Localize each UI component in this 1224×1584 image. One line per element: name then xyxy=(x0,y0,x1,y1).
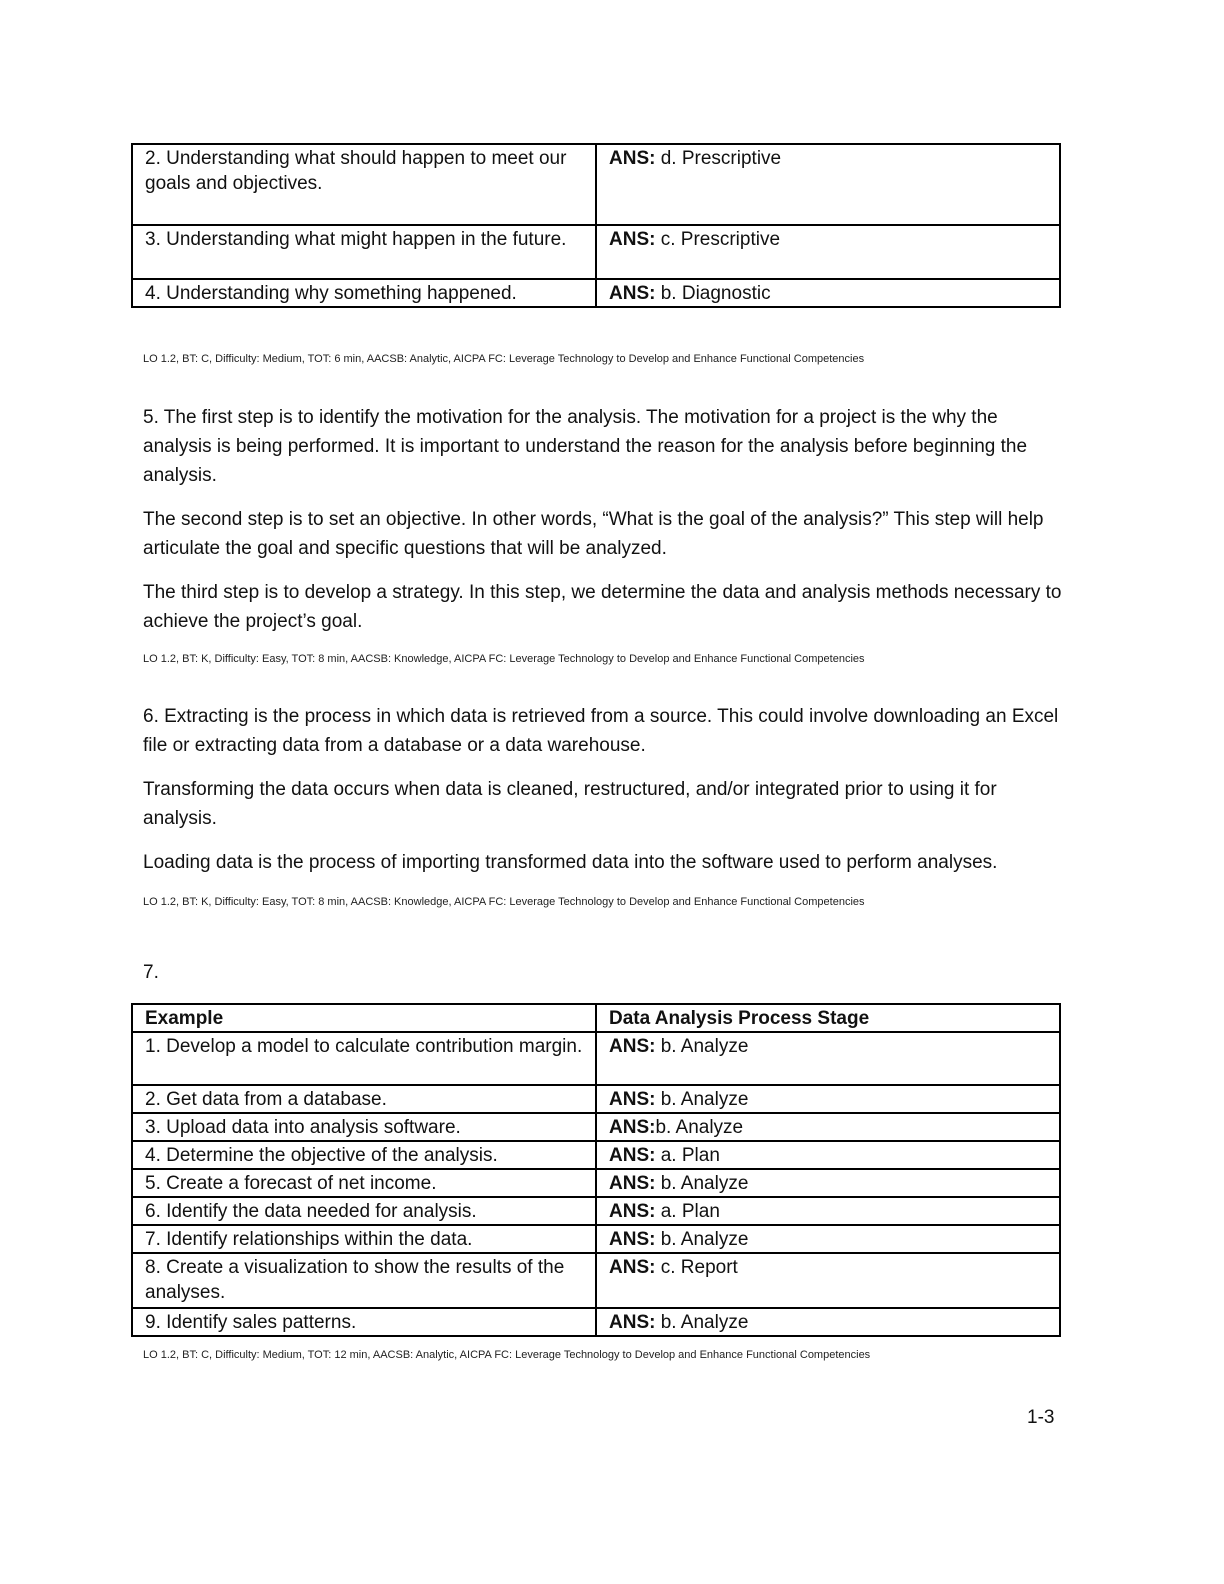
ans-label: ANS: xyxy=(609,1089,656,1110)
stage-cell xyxy=(596,1308,1060,1336)
answer-text: b. Analyze xyxy=(655,1173,749,1194)
ans-label: ANS: xyxy=(609,1145,656,1166)
example-cell: 7. Identify relationships within the data. xyxy=(132,1225,596,1253)
stage-cell xyxy=(596,1141,1060,1169)
table-row xyxy=(132,1032,1060,1085)
table-row xyxy=(132,225,1060,279)
answer-text: a. Plan xyxy=(655,1145,720,1166)
q6-paragraph-2: Transforming the data occurs when data is cleaned, restructured, and/or integrated prior to using it for analysis. xyxy=(143,779,997,829)
question-cell: 2. Understanding what should happen to meet our goals and objectives. xyxy=(132,144,596,225)
ans-label: ANS: xyxy=(609,1257,656,1278)
q5-paragraph-1: 5. The first step is to identify the motivation for the analysis. The motivation for a project is the why the analysis is being performed. It is important to understand the reason for the analysis before beginning the analysis. xyxy=(143,407,1028,486)
answer-text: b. Analyze xyxy=(655,1117,744,1138)
answer-cell xyxy=(596,225,1060,279)
ans-label: ANS: xyxy=(609,1117,656,1138)
answer-text: c. Report xyxy=(655,1257,738,1278)
stage-cell xyxy=(596,1085,1060,1113)
example-cell: 3. Upload data into analysis software. xyxy=(132,1113,596,1141)
table-row xyxy=(132,1113,1060,1141)
ans-label: ANS: xyxy=(609,1312,656,1333)
q6-paragraph-1: 6. Extracting is the process in which data is retrieved from a source. This could involve downloading an Excel file or extracting data from a database or a data warehouse. xyxy=(143,706,1059,756)
answer-text: b. Analyze xyxy=(655,1312,749,1333)
example-cell: 1. Develop a model to calculate contribution margin. xyxy=(132,1032,596,1085)
page-number: 1-3 xyxy=(1027,1407,1055,1428)
answer-cell xyxy=(596,144,1060,225)
ans-label: ANS: xyxy=(609,283,656,304)
answer-text: b. Diagnostic xyxy=(655,283,771,304)
question-cell: 4. Understanding why something happened. xyxy=(132,279,596,307)
example-cell: 9. Identify sales patterns. xyxy=(132,1308,596,1336)
answer-table-1 xyxy=(131,143,1061,308)
answer-text: d. Prescriptive xyxy=(655,148,782,169)
stage-cell xyxy=(596,1197,1060,1225)
metadata-line-1: LO 1.2, BT: C, Difficulty: Medium, TOT: 6 min, AACSB: Analytic, AICPA FC: Leverage Technology to Develop and Enhance Functional Competencies xyxy=(143,353,865,365)
q5-paragraph-3: The third step is to develop a strategy. In this step, we determine the data and analysis methods necessary to achieve the project’s goal. xyxy=(143,582,1062,632)
table-row xyxy=(132,1308,1060,1336)
stage-cell xyxy=(596,1225,1060,1253)
table-row xyxy=(132,144,1060,225)
q6-paragraph-3: Loading data is the process of importing transformed data into the software used to perform analyses. xyxy=(143,852,998,873)
q5-paragraph-2: The second step is to set an objective. In other words, “What is the goal of the analysis?” This step will help articulate the goal and specific questions that will be analyzed. xyxy=(143,509,1044,559)
answer-text: b. Analyze xyxy=(655,1089,749,1110)
metadata-line-3: LO 1.2, BT: K, Difficulty: Easy, TOT: 8 min, AACSB: Knowledge, AICPA FC: Leverage Technology to Develop and Enhance Functional Competencies xyxy=(143,896,865,908)
answer-text: b. Analyze xyxy=(655,1036,749,1057)
stage-cell xyxy=(596,1253,1060,1308)
stage-cell xyxy=(596,1169,1060,1197)
table-row xyxy=(132,279,1060,307)
table-row xyxy=(132,1197,1060,1225)
stage-cell xyxy=(596,1113,1060,1141)
ans-label: ANS: xyxy=(609,1173,656,1194)
table-row xyxy=(132,1169,1060,1197)
example-cell: 2. Get data from a database. xyxy=(132,1085,596,1113)
ans-label: ANS: xyxy=(609,1036,656,1057)
answer-text: c. Prescriptive xyxy=(655,229,781,250)
answer-text: a. Plan xyxy=(655,1201,720,1222)
table-row xyxy=(132,1225,1060,1253)
example-cell: 5. Create a forecast of net income. xyxy=(132,1169,596,1197)
column-header-example: Example xyxy=(132,1004,596,1032)
table-row xyxy=(132,1141,1060,1169)
ans-label: ANS: xyxy=(609,229,656,250)
question-cell: 3. Understanding what might happen in the future. xyxy=(132,225,596,279)
process-stage-table xyxy=(131,1003,1061,1337)
metadata-line-4: LO 1.2, BT: C, Difficulty: Medium, TOT: 12 min, AACSB: Analytic, AICPA FC: Leverage Technology to Develop and Enhance Functional Competencies xyxy=(143,1349,871,1361)
table-header-row xyxy=(132,1004,1060,1032)
example-cell: 8. Create a visualization to show the results of the analyses. xyxy=(132,1253,596,1308)
metadata-line-2: LO 1.2, BT: K, Difficulty: Easy, TOT: 8 min, AACSB: Knowledge, AICPA FC: Leverage Technology to Develop and Enhance Functional Competencies xyxy=(143,653,865,665)
ans-label: ANS: xyxy=(609,1201,656,1222)
q7-number: 7. xyxy=(143,962,159,983)
example-cell: 6. Identify the data needed for analysis. xyxy=(132,1197,596,1225)
ans-label: ANS: xyxy=(609,148,656,169)
table-row xyxy=(132,1253,1060,1308)
example-cell: 4. Determine the objective of the analysis. xyxy=(132,1141,596,1169)
table-row xyxy=(132,1085,1060,1113)
column-header-stage: Data Analysis Process Stage xyxy=(596,1004,1060,1032)
ans-label: ANS: xyxy=(609,1229,656,1250)
answer-cell xyxy=(596,279,1060,307)
answer-text: b. Analyze xyxy=(655,1229,749,1250)
stage-cell xyxy=(596,1032,1060,1085)
